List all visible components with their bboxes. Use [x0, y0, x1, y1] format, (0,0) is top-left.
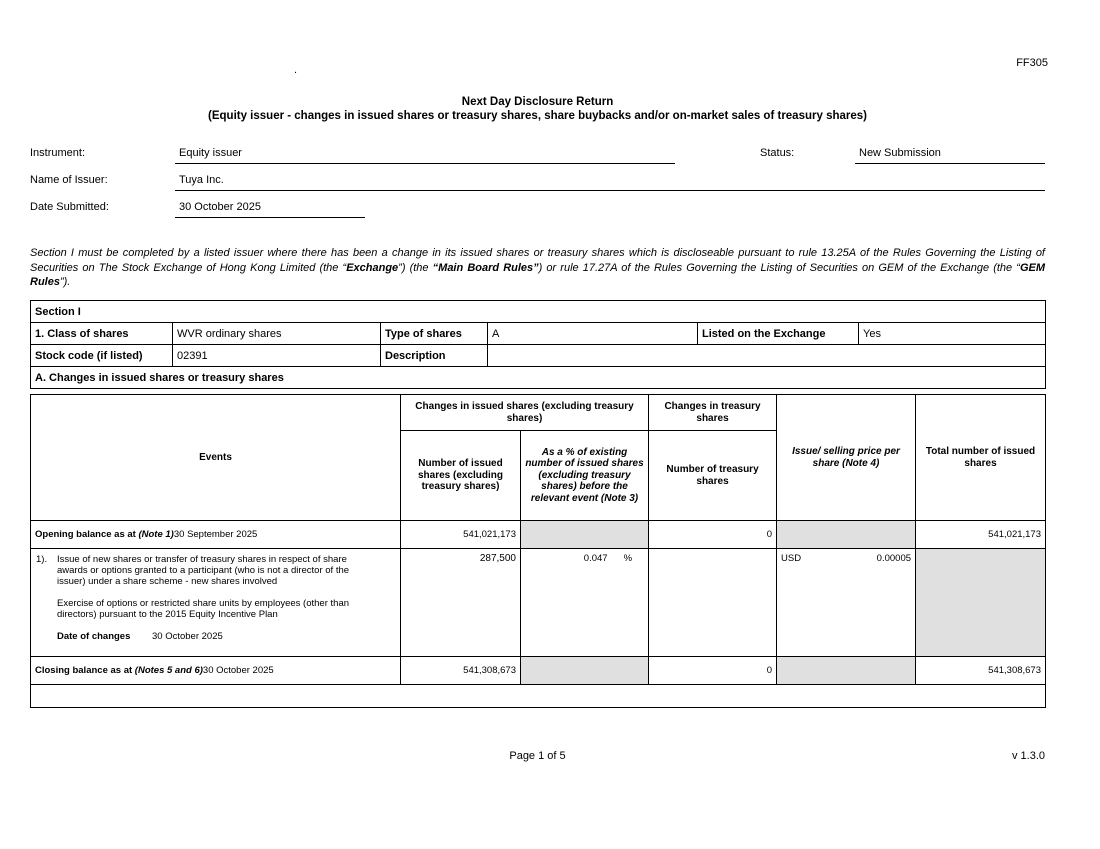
page-subtitle: (Equity issuer - changes in issued shares or treasury shares, share buybacks and/or on-market sales of treasury shares) — [208, 110, 867, 122]
event-percent-cell — [521, 549, 649, 657]
type-of-shares-value: A — [488, 323, 698, 345]
date-of-changes-value: 30 October 2025 — [152, 631, 223, 642]
issuer-field: Tuya Inc. — [175, 169, 1045, 191]
event-percent-value: 0.047 — [583, 553, 608, 564]
opening-balance-row — [31, 521, 1046, 549]
issuer-label: Name of Issuer: — [30, 174, 108, 186]
date-submitted-row — [30, 196, 1045, 223]
section1-table — [30, 300, 1046, 389]
section1-title: Section I — [31, 301, 1046, 323]
closing-note-ref: (Notes 5 and 6) — [134, 665, 203, 676]
event-description-1: Issue of new shares or transfer of treasury shares in respect of share awards or options granted to a participant (who is not a director of the issuer) under a share scheme - new shares involved — [57, 554, 350, 587]
description-label: Description — [381, 345, 488, 367]
intro-exchange-term: Exchange — [346, 261, 399, 274]
part-a-title: A. Changes in issued shares or treasury shares — [31, 367, 1046, 389]
class-of-shares-value: WVR ordinary shares — [173, 323, 381, 345]
title-block — [30, 95, 1045, 123]
event-price-value: 0.00005 — [876, 553, 912, 564]
stock-code-value: 02391 — [173, 345, 381, 367]
empty-cell — [31, 685, 1046, 708]
closing-num-treasury: 0 — [649, 657, 777, 685]
opening-num-issued: 541,021,173 — [401, 521, 521, 549]
status-label: Status: — [760, 147, 795, 159]
part-a-header-row — [31, 367, 1046, 389]
intro-text: ”). — [59, 276, 71, 289]
version-label: v 1.3.0 — [1011, 750, 1045, 762]
num-issued-column-header: Number of issued shares (excluding treasury shares) — [401, 431, 521, 521]
opening-num-treasury: 0 — [649, 521, 777, 549]
form-code: FF305 — [1016, 57, 1048, 69]
empty-row — [31, 685, 1046, 708]
page-number: Page 1 of 5 — [509, 750, 566, 762]
closing-balance-label-cell — [31, 657, 401, 685]
status-field: New Submission — [855, 142, 1045, 164]
intro-gem-rules-term: GEM Rules — [30, 261, 1045, 289]
listed-on-exchange-label: Listed on the Exchange — [698, 323, 859, 345]
closing-percent-shaded-cell — [521, 657, 649, 685]
event-price-cell — [777, 549, 916, 657]
opening-balance-date: 30 September 2025 — [173, 529, 258, 540]
event-price-currency: USD — [781, 553, 802, 564]
opening-total: 541,021,173 — [916, 521, 1046, 549]
form-meta — [30, 142, 1045, 223]
closing-balance-date: 30 October 2025 — [202, 665, 274, 676]
stock-code-label: Stock code (if listed) — [31, 345, 173, 367]
closing-balance-row — [31, 657, 1046, 685]
event-description-2: Exercise of options or restricted share units by employees (other than directors) pursuant to the 2015 Equity Incentive Plan — [57, 598, 350, 620]
total-column-header: Total number of issued shares — [916, 395, 1046, 521]
event-index: 1). — [36, 554, 48, 565]
stray-mark: . — [294, 64, 298, 76]
event-row-1 — [31, 549, 1046, 657]
events-column-header: Events — [31, 395, 401, 521]
description-value — [488, 345, 1046, 367]
event-num-issued: 287,500 — [401, 549, 521, 657]
listed-on-exchange-value: Yes — [859, 323, 1046, 345]
closing-total: 541,308,673 — [916, 657, 1046, 685]
event-num-treasury-cell — [649, 549, 777, 657]
event-percent-sign: % — [623, 553, 633, 564]
event-date-line — [57, 631, 375, 642]
page-footer — [30, 750, 1045, 762]
class-of-shares-row — [31, 323, 1046, 345]
event-description-cell — [31, 549, 401, 657]
closing-num-issued: 541,308,673 — [401, 657, 521, 685]
date-submitted-field: 30 October 2025 — [175, 196, 365, 218]
percent-column-header: As a % of existing number of issued shares (excluding treasury shares) before the relevant event (Note 3) — [521, 431, 649, 521]
page-title: Next Day Disclosure Return — [461, 96, 614, 108]
num-treasury-column-header: Number of treasury shares — [649, 431, 777, 521]
closing-balance-label: Closing balance as at (Notes 5 and 6) — [35, 665, 203, 676]
class-of-shares-label: 1. Class of shares — [31, 323, 173, 345]
price-column-header: Issue/ selling price per share (Note 4) — [777, 395, 916, 521]
intro-text: ”) (the — [398, 261, 433, 274]
instrument-field: Equity issuer — [175, 142, 675, 164]
closing-price-shaded-cell — [777, 657, 916, 685]
date-submitted-label: Date Submitted: — [30, 201, 109, 213]
intro-text: Section I must be completed by a listed issuer where there has been a change in its issued shares or treasury shares which is discloseable pursuant to rule 13.25A of the Rules Governing the Listing of Securities on The Stock Exchange of Hong Kong Limited (the “ — [30, 247, 1045, 274]
changes-table — [30, 394, 1046, 708]
opening-balance-label-cell — [31, 521, 401, 549]
event-total-shaded-cell — [916, 549, 1046, 657]
intro-main-board-rules-term: “Main Board Rules” — [432, 261, 539, 274]
opening-percent-shaded-cell — [521, 521, 649, 549]
instrument-row — [30, 142, 1045, 169]
changes-treasury-group-header: Changes in treasury shares — [649, 395, 777, 431]
section1-header-row — [31, 301, 1046, 323]
opening-balance-label: Opening balance as at (Note 1) — [35, 529, 174, 540]
intro-text: ) or rule 17.27A of the Rules Governing the Listing of Securities on GEM of the Exchange (the “ — [538, 261, 1020, 274]
changes-issued-group-header: Changes in issued shares (excluding treasury shares) — [401, 395, 649, 431]
issuer-row — [30, 169, 1045, 196]
type-of-shares-label: Type of shares — [381, 323, 488, 345]
stock-code-row — [31, 345, 1046, 367]
intro-paragraph — [30, 246, 1045, 290]
date-of-changes-label: Date of changes — [57, 631, 131, 642]
instrument-label: Instrument: — [30, 147, 86, 159]
opening-price-shaded-cell — [777, 521, 916, 549]
changes-table-header-row-1 — [31, 395, 1046, 431]
opening-note-ref: (Note 1) — [138, 529, 174, 540]
